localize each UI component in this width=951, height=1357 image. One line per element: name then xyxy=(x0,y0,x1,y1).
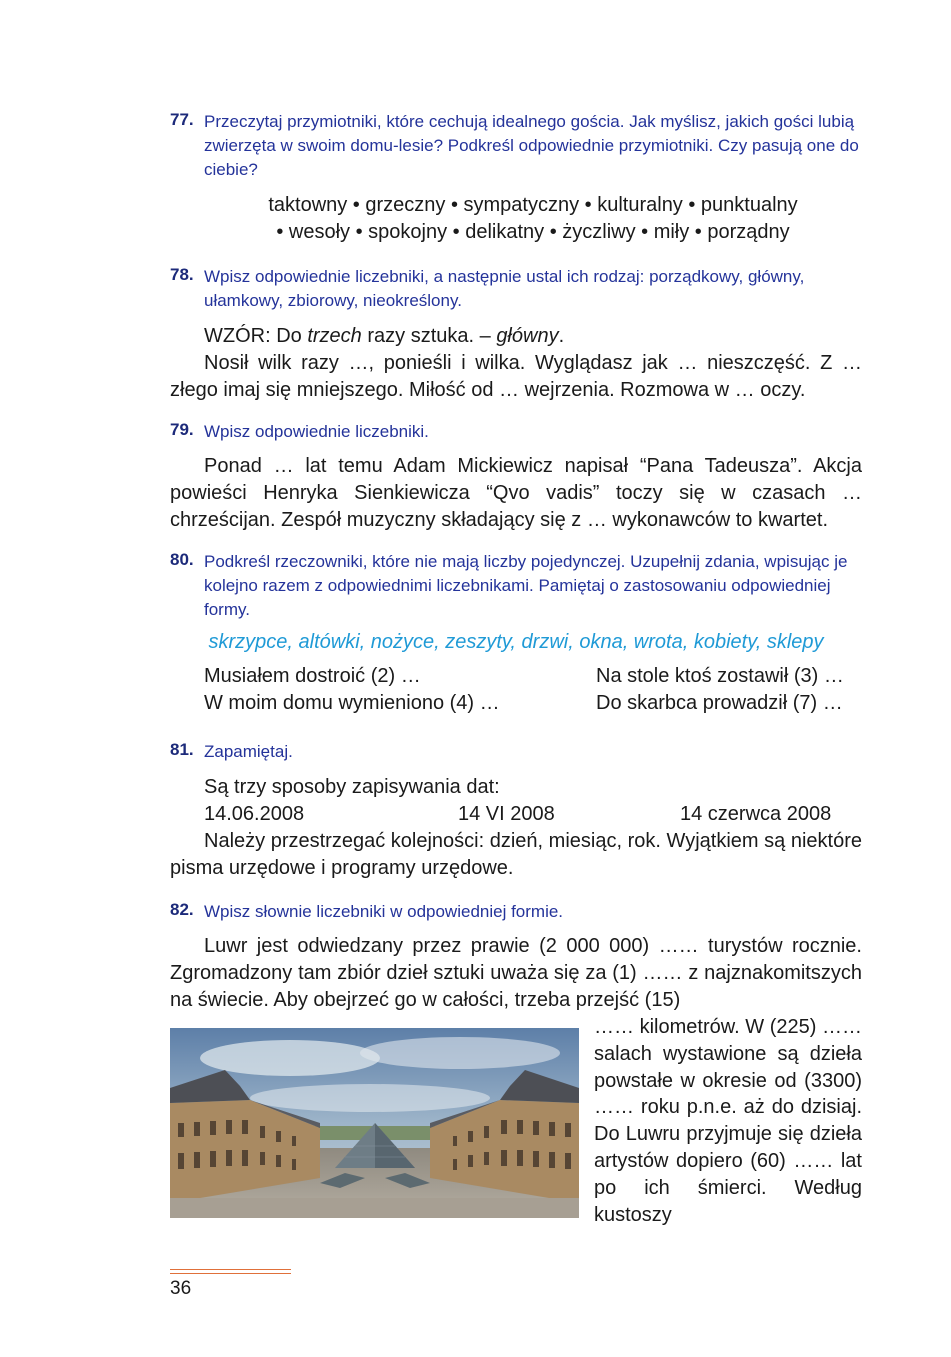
exercise-number: 81. xyxy=(170,740,194,759)
exercise-text: Nosił wilk razy …, ponieśli i wilka. Wyglądasz jak … nieszczęść. Z … złego imaj się mniejszego. Miłość od … wejrzenia. Rozmowa w … oczy. xyxy=(170,352,862,401)
exercise-instruction: Zapamiętaj. xyxy=(204,742,293,761)
exercise-number: 80. xyxy=(170,550,194,569)
exercise-instruction: Wpisz odpowiednie liczebniki. xyxy=(204,422,429,441)
exercise-text: Ponad … lat temu Adam Mickiewicz napisał “Pana Tadeusza”. Akcja powieści Henryka Sienkiewicza “Qvo vadis” toczy się w czasach … chrześcijan. Zespół muzyczny składający się z … wykonawców to kwartet. xyxy=(170,455,862,531)
dates-intro: Są trzy sposoby zapisywania dat: xyxy=(204,776,500,798)
exercise-78 xyxy=(170,265,862,404)
example-numeral: trzech xyxy=(307,325,362,347)
adjective-line-2: • wesoły • spokojny • delikatny • życzliwy • miły • porządny xyxy=(276,221,790,243)
exercise-82 xyxy=(170,900,862,1013)
sentence-1: Musiałem dostroić (2) … xyxy=(204,665,421,687)
exercise-instruction: Podkreśl rzeczowniki, które nie mają liczby pojedynczej. Uzupełnij zdania, wpisując je kolejno razem z odpowiednimi liczebnikami. Pamiętaj o zastosowaniu odpowiedniej formy. xyxy=(204,552,848,619)
exercise-instruction: Przeczytaj przymiotniki, które cechują idealnego gościa. Jak myślisz, jakich gości lubią zwierzęta w swoim domu-lesie? Podkreśl odpowiednie przymiotniki. Czy pasują one do ciebie? xyxy=(204,112,859,179)
example-label: WZÓR: Do xyxy=(204,325,308,347)
sentence-row-2 xyxy=(204,690,862,717)
date-format-words: 14 czerwca 2008 xyxy=(680,803,832,825)
exercise-number: 79. xyxy=(170,420,194,439)
sentence-row-1 xyxy=(204,663,862,690)
footer-rule-bottom xyxy=(170,1273,291,1274)
exercise-79 xyxy=(170,420,862,534)
exercise-text: Luwr jest odwiedzany przez prawie (2 000 000) …… turystów rocznie. Zgromadzony tam zbiór dzieł sztuki uważa się za (1) …… z najznakomitszych na świecie. Aby obejrzeć go w całości, trzeba przejść (15) xyxy=(170,935,862,1011)
exercise-81 xyxy=(170,740,862,882)
exercise-number: 78. xyxy=(170,265,194,284)
page-number: 36 xyxy=(170,1278,192,1299)
exercise-number: 82. xyxy=(170,900,194,919)
example-end: . xyxy=(558,325,565,347)
exercise-instruction: Wpisz słownie liczebniki w odpowiedniej formie. xyxy=(204,902,564,921)
sentence-3: W moim domu wymieniono (4) … xyxy=(204,692,500,714)
exercise-instruction: Wpisz odpowiednie liczebniki, a następnie ustal ich rodzaj: porządkowy, główny, ułamkowy, zbiorowy, nieokreślony. xyxy=(204,267,805,310)
sentence-4: Do skarbca prowadził (7) … xyxy=(596,692,843,714)
footer-rule-top xyxy=(170,1269,291,1270)
adjective-line-1: taktowny • grzeczny • sympatyczny • kulturalny • punktualny xyxy=(268,194,798,216)
example-text: razy sztuka. – xyxy=(361,325,497,347)
date-format-numeric: 14.06.2008 xyxy=(204,803,305,825)
exercise-77 xyxy=(170,110,862,246)
example-line xyxy=(204,323,862,350)
example-type: główny xyxy=(496,325,559,347)
date-format-roman: 14 VI 2008 xyxy=(458,803,555,825)
exercise-number: 77. xyxy=(170,110,194,129)
exercise-80 xyxy=(170,550,862,717)
exercise-text: Należy przestrzegać kolejności: dzień, miesiąc, rok. Wyjątkiem są niektóre pisma urzędowe i programy urzędowe. xyxy=(170,830,862,879)
date-formats xyxy=(204,801,862,828)
noun-list: skrzypce, altówki, nożyce, zeszyty, drzwi, okna, wrota, kobiety, sklepy xyxy=(208,631,824,653)
sentence-2: Na stole ktoś zostawił (3) … xyxy=(596,665,844,687)
wrapped-text: …… kilometrów. W (225) …… salach wystawione są dzieła powstałe w okresie od (3300) …… roku p.n.e. aż do dzisiaj. Do Luwru przyjmuje się dzieła artystów dopiero (60) …… lat po ich śmierci. Według kustoszy xyxy=(594,1016,862,1226)
louvre-photo xyxy=(170,1028,579,1218)
